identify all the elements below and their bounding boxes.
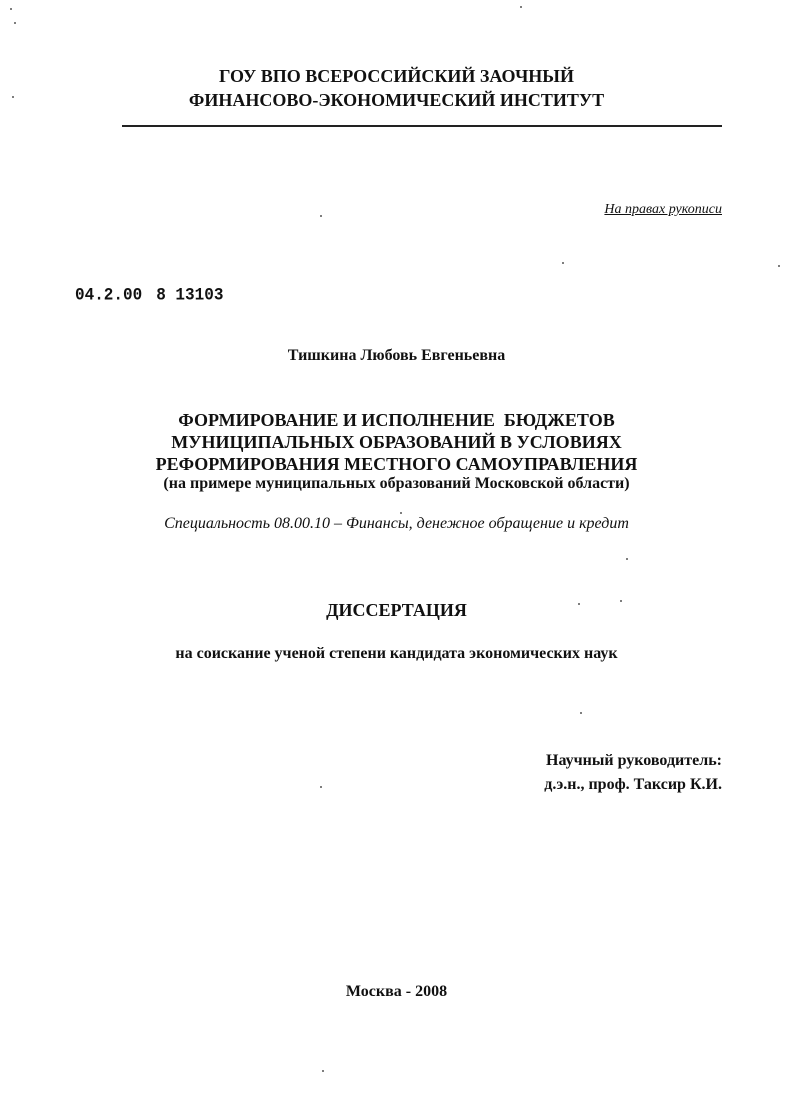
scan-speck — [580, 712, 582, 714]
scan-speck — [578, 603, 580, 605]
scan-speck — [562, 262, 564, 264]
rights-note: На правах рукописи — [604, 202, 722, 217]
scan-speck — [14, 22, 16, 24]
degree-statement: на соискание ученой степени кандидата экономических наук — [175, 645, 618, 662]
scan-speck — [12, 96, 14, 98]
supervisor — [544, 749, 722, 797]
document-type: ДИССЕРТАЦИЯ — [326, 600, 467, 620]
header-divider — [122, 125, 722, 127]
organization-line-2: ФИНАНСОВО-ЭКОНОМИЧЕСКИЙ ИНСТИТУТ — [188, 90, 605, 110]
title-line-3: РЕФОРМИРОВАНИЯ МЕСТНОГО САМОУПРАВЛЕНИЯ — [155, 454, 638, 474]
title-line-1: ФОРМИРОВАНИЕ И ИСПОЛНЕНИЕ БЮДЖЕТОВ — [178, 410, 615, 430]
dissertation-title — [0, 409, 793, 475]
title-line-2: МУНИЦИПАЛЬНЫХ ОБРАЗОВАНИЙ В УСЛОВИЯХ — [171, 432, 622, 452]
scan-speck — [10, 8, 12, 10]
scan-speck — [400, 512, 402, 514]
supervisor-name: д.э.н., проф. Таксир К.И. — [544, 776, 722, 793]
specialty: Специальность 08.00.10 – Финансы, денежное обращение и кредит — [164, 515, 629, 532]
catalog-number-part-1: 04.2.00 — [75, 285, 143, 306]
scan-speck — [322, 1070, 324, 1072]
organization-line-1: ГОУ ВПО ВСЕРОССИЙСКИЙ ЗАОЧНЫЙ — [219, 66, 574, 86]
supervisor-label: Научный руководитель: — [546, 752, 722, 769]
scan-speck — [320, 786, 322, 788]
scan-speck — [626, 558, 628, 560]
scan-speck — [520, 6, 522, 8]
scan-speck — [320, 215, 322, 217]
dissertation-subtitle: (на примере муниципальных образований Московской области) — [163, 475, 630, 492]
author-name: Тишкина Любовь Евгеньевна — [287, 347, 506, 364]
catalog-number-part-2: 8 13103 — [156, 285, 224, 306]
city-year: Москва - 2008 — [345, 983, 448, 1000]
scan-speck — [620, 600, 622, 602]
scan-speck — [778, 265, 780, 267]
catalog-number — [75, 285, 223, 305]
organization-header — [0, 64, 793, 112]
